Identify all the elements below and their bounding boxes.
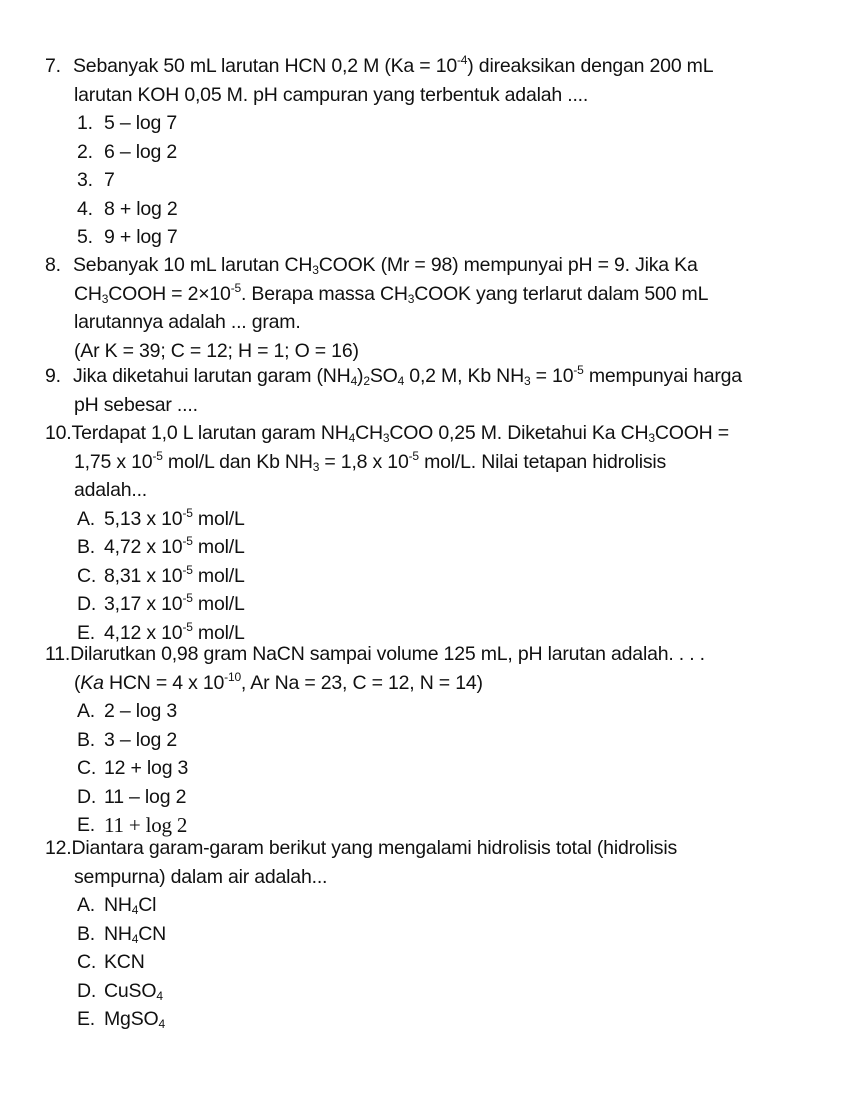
text: COOK (Mr = 98) mempunyai pH = 9. Jika Ka — [318, 254, 698, 276]
text: Ka — [80, 671, 104, 694]
superscript: -4 — [457, 53, 468, 67]
subscript: 3 — [312, 459, 320, 474]
text: Sebanyak 50 mL larutan HCN 0,2 M (Ka = 10 — [73, 55, 457, 77]
text: Dilarutkan 0,98 gram NaCN sampai volume 125 mL, pH larutan adalah. . . . — [70, 643, 705, 665]
text: ) direaksikan dengan 200 mL — [467, 55, 714, 77]
option-label: 5. — [77, 226, 93, 248]
text: , Ar Na = 23, C = 12, N = 14) — [240, 671, 483, 694]
question-12-line-1 — [45, 834, 835, 863]
superscript: -5 — [573, 363, 584, 377]
option-text — [104, 977, 163, 1006]
option-label: D. — [77, 979, 97, 1002]
question-9 — [45, 362, 835, 419]
option-label: B. — [77, 728, 96, 751]
option-label: D. — [77, 593, 97, 615]
option-text: 11 + log 2 — [104, 813, 188, 837]
question-12-line-2: sempurna) dalam air adalah... — [74, 865, 328, 888]
option-text: 3 – log 2 — [104, 728, 178, 751]
subscript: 4 — [348, 431, 356, 445]
text: . Berapa massa CH — [240, 282, 408, 305]
text: HCN = 4 x 10 — [103, 671, 225, 694]
option-label: A. — [77, 894, 96, 916]
option-text: 7 — [104, 169, 115, 191]
subscript: 4 — [131, 903, 139, 917]
option-label: C. — [77, 564, 97, 587]
subscript: 4 — [350, 374, 358, 388]
text: Sebanyak 10 mL larutan CH — [73, 254, 313, 276]
text: mol/L — [192, 621, 245, 644]
superscript: -5 — [152, 448, 163, 463]
option-text — [104, 920, 166, 949]
option-text: 8 + log 2 — [104, 197, 178, 220]
superscript: -5 — [182, 505, 193, 520]
text: mol/L — [192, 507, 245, 530]
option-a — [77, 891, 835, 920]
subscript: 4 — [156, 988, 163, 1003]
text: ) — [357, 365, 364, 387]
question-11 — [45, 640, 835, 840]
text: COOK yang terlarut dalam 500 mL — [414, 282, 709, 305]
option-c — [77, 562, 835, 591]
text: 1,75 x 10 — [74, 450, 153, 473]
option-label: E. — [77, 621, 96, 644]
option-b — [77, 726, 835, 755]
option-label: E. — [77, 814, 96, 836]
question-11-options — [45, 697, 835, 840]
question-9-line-1 — [45, 362, 835, 391]
option-text — [104, 562, 245, 591]
text: 5,13 x 10 — [104, 507, 183, 530]
option-text: 6 – log 2 — [104, 140, 178, 163]
option-text — [104, 533, 245, 562]
option-text: 9 + log 7 — [104, 226, 178, 248]
question-7-line-2: larutan KOH 0,05 M. pH campuran yang terbentuk adalah .... — [74, 83, 589, 106]
text: 4,72 x 10 — [104, 536, 183, 558]
option-text — [104, 891, 156, 920]
option-label: C. — [77, 951, 97, 973]
option-label: 3. — [77, 169, 93, 191]
text: mol/L — [192, 593, 245, 615]
option-a — [77, 697, 835, 726]
question-8-line-3: larutannya adalah ... gram. — [74, 311, 301, 333]
subscript: 4 — [131, 931, 139, 946]
option-b — [77, 920, 835, 949]
question-10-line-2 — [45, 448, 835, 477]
option-1 — [77, 109, 835, 138]
option-text — [104, 590, 245, 619]
option-b — [77, 533, 835, 562]
subscript: 2 — [363, 374, 370, 388]
option-label: D. — [77, 785, 97, 808]
question-8-line-4: (Ar K = 39; C = 12; H = 1; O = 16) — [74, 339, 359, 362]
text: CH — [74, 282, 102, 305]
question-8-line-2 — [45, 280, 835, 309]
superscript: -5 — [182, 619, 193, 634]
subscript: 4 — [158, 1017, 165, 1031]
text: KCN — [104, 951, 145, 973]
text: NH — [104, 922, 132, 945]
text: mempunyai harga — [583, 365, 742, 387]
text: 8,31 x 10 — [104, 564, 183, 587]
text: SO — [369, 365, 398, 387]
question-12-options — [45, 891, 835, 1034]
question-number: 10. — [45, 422, 72, 444]
superscript: -5 — [182, 534, 193, 548]
question-8 — [45, 251, 835, 365]
subscript: 3 — [101, 291, 109, 306]
text: 3,17 x 10 — [104, 593, 183, 615]
text: 4,12 x 10 — [104, 621, 183, 644]
question-number: 7. — [45, 55, 61, 77]
option-label: 2. — [77, 140, 93, 163]
question-10-options — [45, 505, 835, 648]
option-label: A. — [77, 507, 96, 530]
subscript: 3 — [312, 263, 319, 277]
question-7-line-1 — [45, 52, 835, 81]
text: CN — [138, 922, 167, 945]
superscript: -5 — [182, 562, 193, 577]
subscript: 3 — [648, 431, 655, 445]
option-text — [104, 948, 145, 977]
option-text: 11 – log 2 — [104, 785, 187, 808]
superscript: -5 — [408, 448, 419, 463]
text: NH — [104, 894, 132, 916]
question-number: 9. — [45, 365, 61, 387]
option-4 — [77, 195, 835, 224]
superscript: -5 — [182, 591, 193, 605]
option-2 — [77, 138, 835, 167]
option-d — [77, 590, 835, 619]
question-number: 8. — [45, 254, 61, 276]
option-text: 12 + log 3 — [104, 757, 189, 779]
option-text: 2 – log 3 — [104, 700, 178, 722]
superscript: -10 — [224, 669, 241, 684]
question-10-line-3: adalah... — [74, 479, 148, 501]
option-text — [104, 505, 245, 534]
option-label: C. — [77, 757, 97, 779]
text: CuSO — [104, 979, 157, 1002]
text: 0,2 M, Kb NH — [404, 365, 524, 387]
text: mol/L dan Kb NH — [162, 450, 313, 473]
question-10-line-1 — [45, 419, 835, 448]
subscript: 3 — [523, 374, 531, 388]
question-11-line-1 — [45, 640, 835, 669]
question-8-line-1 — [45, 251, 835, 280]
text: Jika diketahui larutan garam (NH — [73, 365, 351, 387]
text: = 10 — [530, 365, 574, 387]
question-number: 11. — [45, 643, 71, 665]
option-label: 1. — [77, 112, 93, 134]
text: MgSO — [104, 1008, 159, 1030]
text: COOH = 2×10 — [108, 282, 231, 305]
question-9-line-2: pH sebesar .... — [74, 393, 198, 416]
option-3 — [77, 166, 835, 195]
option-label: E. — [77, 1008, 96, 1030]
option-5 — [77, 223, 835, 252]
question-7-options — [45, 109, 835, 252]
superscript: -5 — [230, 280, 241, 295]
text: ( — [74, 671, 81, 694]
question-7 — [45, 52, 835, 252]
option-label: B. — [77, 536, 96, 558]
option-label: B. — [77, 922, 96, 945]
question-number: 12. — [45, 837, 72, 859]
text: Diantara garam-garam berikut yang mengalami hidrolisis total (hidrolisis — [71, 837, 678, 859]
question-12 — [45, 834, 835, 1034]
option-label: A. — [77, 700, 96, 722]
text: mol/L. Nilai tetapan hidrolisis — [418, 450, 667, 473]
question-11-line-2 — [45, 669, 835, 698]
option-e — [77, 1005, 835, 1034]
text: CH — [355, 422, 383, 444]
text: mol/L — [192, 536, 245, 558]
text: mol/L — [192, 564, 245, 587]
text: Cl — [138, 894, 157, 916]
option-d — [77, 783, 835, 812]
subscript: 3 — [382, 431, 390, 445]
text: COO 0,25 M. Diketahui Ka CH — [389, 422, 649, 444]
option-text — [104, 1005, 165, 1034]
subscript: 4 — [397, 374, 405, 388]
option-c — [77, 948, 835, 977]
option-label: 4. — [77, 197, 93, 220]
option-text: 5 – log 7 — [104, 112, 178, 134]
question-10 — [45, 419, 835, 647]
option-c — [77, 754, 835, 783]
option-d — [77, 977, 835, 1006]
subscript: 3 — [407, 291, 415, 306]
text: = 1,8 x 10 — [319, 450, 409, 473]
text: COOH = — [654, 422, 729, 444]
text: Terdapat 1,0 L larutan garam NH — [71, 422, 349, 444]
option-a — [77, 505, 835, 534]
